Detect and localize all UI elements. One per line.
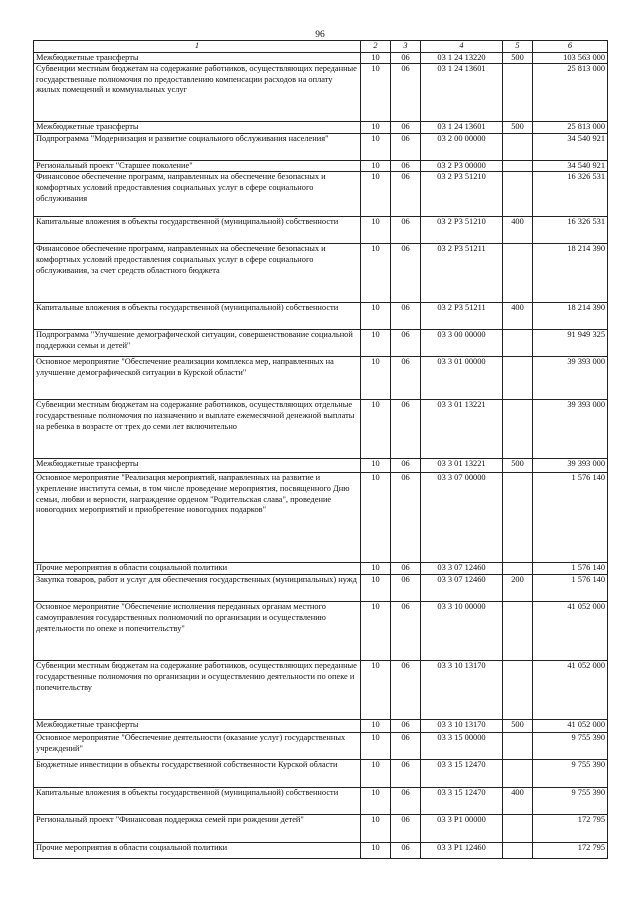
row-target-article: 03 3 10 13170: [421, 720, 503, 733]
budget-table: [33, 40, 608, 859]
column-number-row: [34, 41, 608, 53]
row-section: 10: [361, 172, 391, 217]
row-subsection: 06: [391, 52, 421, 64]
row-name: Финансовое обеспечение программ, направленных на обеспечение безопасных и комфортных условий предоставления социальных услуг в сфере социального обслуживания: [34, 172, 361, 217]
table-row: [34, 357, 608, 400]
row-section: 10: [361, 661, 391, 720]
row-name: Основное мероприятие "Обеспечение деятельности (оказание услуг) государственных учреждений": [34, 733, 361, 760]
row-expense-type: 500: [503, 720, 533, 733]
row-target-article: 03 2 P3 51210: [421, 217, 503, 244]
table-row: [34, 133, 608, 160]
budget-table-body: [34, 41, 608, 859]
row-section: 10: [361, 330, 391, 357]
row-section: 10: [361, 459, 391, 473]
row-amount: 25 813 000: [533, 122, 608, 134]
page-number: 96: [315, 30, 325, 40]
row-amount: 103 563 000: [533, 52, 608, 64]
table-row: [34, 172, 608, 217]
row-amount: 91 949 325: [533, 330, 608, 357]
row-expense-type: [503, 733, 533, 760]
row-name: Капитальные вложения в объекты государственной (муниципальной) собственности: [34, 303, 361, 330]
row-amount: 9 755 390: [533, 760, 608, 788]
row-amount: 1 576 140: [533, 563, 608, 575]
row-name: Финансовое обеспечение программ, направленных на обеспечение безопасных и комфортных условий предоставления социальных услуг в сфере социального обслуживания, за счет средств областного бюджета: [34, 244, 361, 303]
row-subsection: 06: [391, 563, 421, 575]
row-name: Субвенции местным бюджетам на содержание работников, осуществляющих переданные государственные полномочия по предоставлению компенсации расходов на оплату жилых помещений и коммунальных услуг: [34, 64, 361, 122]
row-section: 10: [361, 602, 391, 661]
row-section: 10: [361, 217, 391, 244]
column-number: 5: [503, 41, 533, 53]
table-row: [34, 303, 608, 330]
row-target-article: 03 2 00 00000: [421, 133, 503, 160]
row-subsection: 06: [391, 720, 421, 733]
table-row: [34, 52, 608, 64]
row-amount: 1 576 140: [533, 473, 608, 563]
table-row: [34, 217, 608, 244]
row-subsection: 06: [391, 733, 421, 760]
row-name: Прочие мероприятия в области социальной политики: [34, 843, 361, 859]
row-target-article: 03 3 00 00000: [421, 330, 503, 357]
row-expense-type: [503, 602, 533, 661]
row-name: Межбюджетные трансферты: [34, 459, 361, 473]
row-subsection: 06: [391, 661, 421, 720]
row-amount: 172 795: [533, 843, 608, 859]
table-row: [34, 733, 608, 760]
row-name: Бюджетные инвестиции в объекты государственной собственности Курской области: [34, 760, 361, 788]
row-expense-type: [503, 843, 533, 859]
column-number: 4: [421, 41, 503, 53]
row-section: 10: [361, 575, 391, 602]
row-subsection: 06: [391, 64, 421, 122]
row-target-article: 03 3 15 00000: [421, 733, 503, 760]
row-expense-type: 500: [503, 122, 533, 134]
row-expense-type: 400: [503, 217, 533, 244]
row-amount: 9 755 390: [533, 733, 608, 760]
table-row: [34, 244, 608, 303]
row-section: 10: [361, 244, 391, 303]
row-target-article: 03 3 15 12470: [421, 760, 503, 788]
row-amount: 41 052 000: [533, 602, 608, 661]
row-expense-type: 400: [503, 788, 533, 815]
row-section: 10: [361, 815, 391, 843]
row-amount: 34 540 921: [533, 133, 608, 160]
row-section: 10: [361, 303, 391, 330]
row-subsection: 06: [391, 459, 421, 473]
table-row: [34, 473, 608, 563]
table-row: [34, 459, 608, 473]
table-row: [34, 563, 608, 575]
row-subsection: 06: [391, 473, 421, 563]
row-expense-type: 200: [503, 575, 533, 602]
row-name: Межбюджетные трансферты: [34, 720, 361, 733]
row-name: Основное мероприятие "Реализация мероприятий, направленных на развитие и укрепление института семьи, в том числе проведение мероприятия, посвященного Дню семьи, любви и верности, награждение орденом "Родительская слава", проведение новогодних мероприятий и приобретение новогодних подарков": [34, 473, 361, 563]
row-expense-type: [503, 244, 533, 303]
row-target-article: 03 3 01 13221: [421, 459, 503, 473]
row-section: 10: [361, 122, 391, 134]
row-expense-type: [503, 133, 533, 160]
row-amount: 41 052 000: [533, 661, 608, 720]
row-section: 10: [361, 52, 391, 64]
row-subsection: 06: [391, 160, 421, 172]
row-amount: 18 214 390: [533, 244, 608, 303]
row-target-article: 03 2 P3 51211: [421, 303, 503, 330]
row-target-article: 03 2 P3 51210: [421, 172, 503, 217]
row-expense-type: [503, 473, 533, 563]
row-name: Подпрограмма "Улучшение демографической ситуации, совершенствование социальной поддержки семьи и детей": [34, 330, 361, 357]
table-row: [34, 661, 608, 720]
row-target-article: 03 3 15 12470: [421, 788, 503, 815]
row-expense-type: 400: [503, 303, 533, 330]
table-row: [34, 843, 608, 859]
column-number: 1: [34, 41, 361, 53]
row-name: Подпрограмма "Модернизация и развитие социального обслуживания населения": [34, 133, 361, 160]
row-target-article: 03 1 24 13601: [421, 64, 503, 122]
row-target-article: 03 3 01 00000: [421, 357, 503, 400]
row-expense-type: [503, 357, 533, 400]
row-subsection: 06: [391, 122, 421, 134]
row-name: Межбюджетные трансферты: [34, 52, 361, 64]
row-expense-type: [503, 760, 533, 788]
row-target-article: 03 1 24 13220: [421, 52, 503, 64]
row-target-article: 03 3 10 13170: [421, 661, 503, 720]
table-row: [34, 720, 608, 733]
row-amount: 16 326 531: [533, 172, 608, 217]
row-section: 10: [361, 733, 391, 760]
row-target-article: 03 3 07 12460: [421, 575, 503, 602]
row-section: 10: [361, 400, 391, 459]
row-expense-type: 500: [503, 459, 533, 473]
row-expense-type: 500: [503, 52, 533, 64]
row-subsection: 06: [391, 303, 421, 330]
table-row: [34, 575, 608, 602]
row-subsection: 06: [391, 133, 421, 160]
row-subsection: 06: [391, 217, 421, 244]
row-subsection: 06: [391, 330, 421, 357]
row-subsection: 06: [391, 602, 421, 661]
row-target-article: 03 3 P1 00000: [421, 815, 503, 843]
table-row: [34, 815, 608, 843]
row-section: 10: [361, 133, 391, 160]
row-name: Основное мероприятие "Обеспечение исполнения переданных органам местного самоуправления государственных полномочий по организации и осуществлению деятельности по опеке и попечительству": [34, 602, 361, 661]
row-amount: 41 052 000: [533, 720, 608, 733]
row-section: 10: [361, 64, 391, 122]
row-amount: 1 576 140: [533, 575, 608, 602]
row-subsection: 06: [391, 172, 421, 217]
row-amount: 25 813 000: [533, 64, 608, 122]
column-number: 2: [361, 41, 391, 53]
table-row: [34, 330, 608, 357]
row-expense-type: [503, 64, 533, 122]
table-row: [34, 64, 608, 122]
row-section: 10: [361, 160, 391, 172]
row-expense-type: [503, 563, 533, 575]
row-amount: 39 393 000: [533, 400, 608, 459]
row-expense-type: [503, 330, 533, 357]
row-target-article: 03 3 07 00000: [421, 473, 503, 563]
table-row: [34, 788, 608, 815]
row-subsection: 06: [391, 815, 421, 843]
table-row: [34, 400, 608, 459]
row-subsection: 06: [391, 575, 421, 602]
column-number: 6: [533, 41, 608, 53]
row-amount: 172 795: [533, 815, 608, 843]
row-expense-type: [503, 815, 533, 843]
row-amount: 18 214 390: [533, 303, 608, 330]
row-name: Субвенции местным бюджетам на содержание работников, осуществляющих отдельные государственные полномочия по назначению и выплате ежемесячной денежной выплаты на ребенка в возрасте от трех до семи лет включительно: [34, 400, 361, 459]
table-row: [34, 602, 608, 661]
row-expense-type: [503, 661, 533, 720]
row-subsection: 06: [391, 244, 421, 303]
row-name: Прочие мероприятия в области социальной политики: [34, 563, 361, 575]
row-target-article: 03 2 P3 00000: [421, 160, 503, 172]
table-row: [34, 122, 608, 134]
row-section: 10: [361, 357, 391, 400]
row-subsection: 06: [391, 760, 421, 788]
row-target-article: 03 3 10 00000: [421, 602, 503, 661]
row-section: 10: [361, 720, 391, 733]
row-amount: 39 393 000: [533, 357, 608, 400]
row-section: 10: [361, 843, 391, 859]
row-name: Субвенции местным бюджетам на содержание работников, осуществляющих переданные государственные полномочия по организации и осуществлению деятельности по опеке и попечительству: [34, 661, 361, 720]
row-name: Межбюджетные трансферты: [34, 122, 361, 134]
row-amount: 34 540 921: [533, 160, 608, 172]
row-name: Региональный проект "Старшее поколение": [34, 160, 361, 172]
row-expense-type: [503, 172, 533, 217]
row-section: 10: [361, 760, 391, 788]
row-expense-type: [503, 160, 533, 172]
row-section: 10: [361, 788, 391, 815]
row-name: Закупка товаров, работ и услуг для обеспечения государственных (муниципальных) нужд: [34, 575, 361, 602]
row-section: 10: [361, 473, 391, 563]
row-target-article: 03 3 P1 12460: [421, 843, 503, 859]
row-expense-type: [503, 400, 533, 459]
row-amount: 16 326 531: [533, 217, 608, 244]
table-row: [34, 160, 608, 172]
table-row: [34, 760, 608, 788]
row-amount: 9 755 390: [533, 788, 608, 815]
row-name: Региональный проект "Финансовая поддержка семей при рождении детей": [34, 815, 361, 843]
row-target-article: 03 2 P3 51211: [421, 244, 503, 303]
row-name: Капитальные вложения в объекты государственной (муниципальной) собственности: [34, 217, 361, 244]
row-name: Капитальные вложения в объекты государственной (муниципальной) собственности: [34, 788, 361, 815]
row-name: Основное мероприятие "Обеспечение реализации комплекса мер, направленных на улучшение демографической ситуации в Курской области": [34, 357, 361, 400]
row-subsection: 06: [391, 788, 421, 815]
row-amount: 39 393 000: [533, 459, 608, 473]
column-number: 3: [391, 41, 421, 53]
row-target-article: 03 3 07 12460: [421, 563, 503, 575]
row-section: 10: [361, 563, 391, 575]
row-target-article: 03 1 24 13601: [421, 122, 503, 134]
row-target-article: 03 3 01 13221: [421, 400, 503, 459]
row-subsection: 06: [391, 843, 421, 859]
row-subsection: 06: [391, 357, 421, 400]
row-subsection: 06: [391, 400, 421, 459]
